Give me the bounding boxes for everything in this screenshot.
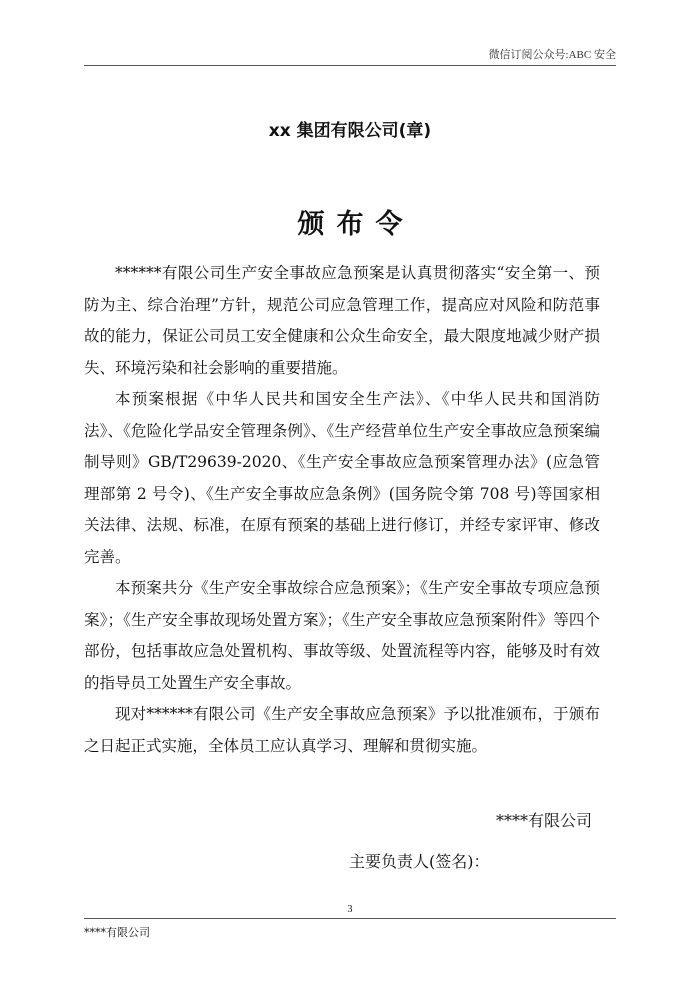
paragraph: 本预案共分《生产安全事故综合应急预案》；《生产安全事故专项应急预案》；《生产安全事故现场处置方案》；《生产安全事故应急预案附件》等四个部份，包括事故应急处置机构、事故等级、处置流程等内容，能够及时有效的指导员工处置生产安全事故。: [84, 579, 600, 692]
signature-company: ****有限公司: [495, 811, 592, 830]
paragraph: 本预案根据《中华人民共和国安全生产法》、《中华人民共和国消防法》、《危险化学品安全管理条例》、《生产经营单位生产安全事故应急预案编制导则》GB/T29639-2020、《生产安全事故应急预案管理办法》(应急管理部第 2 号令)、《生产安全事故应急条例》(国务院令第 708 号)等国家相关法律、法规、标准，在原有预案的基础上进行修订，并经专家评审、修改完善。: [84, 390, 600, 566]
header-divider: [84, 65, 616, 66]
document-title: 颁布令: [297, 209, 415, 240]
page-number: 3: [347, 904, 353, 915]
company-title: xx 集团有限公司(章): [268, 121, 432, 141]
signature-person-label: 主要负责人(签名)：: [349, 852, 490, 871]
paragraph: 现对******有限公司《生产安全事故应急预案》予以批准颁布，于颁布之日起正式实施，全体员工应认真学习、理解和贯彻实施。: [84, 705, 600, 755]
footer-divider: [84, 918, 616, 919]
body-text: [84, 258, 600, 762]
page-header-text: 微信订阅公众号:ABC 安全: [488, 49, 616, 61]
paragraph: ******有限公司生产安全事故应急预案是认真贯彻落实“安全第一、预防为主、综合治理”方针，规范公司应急管理工作，提高应对风险和防范事故的能力，保证公司员工安全健康和公众生命安全，最大限度地减少财产损失、环境污染和社会影响的重要措施。: [84, 264, 600, 377]
page-footer-text: ****有限公司: [84, 926, 150, 939]
